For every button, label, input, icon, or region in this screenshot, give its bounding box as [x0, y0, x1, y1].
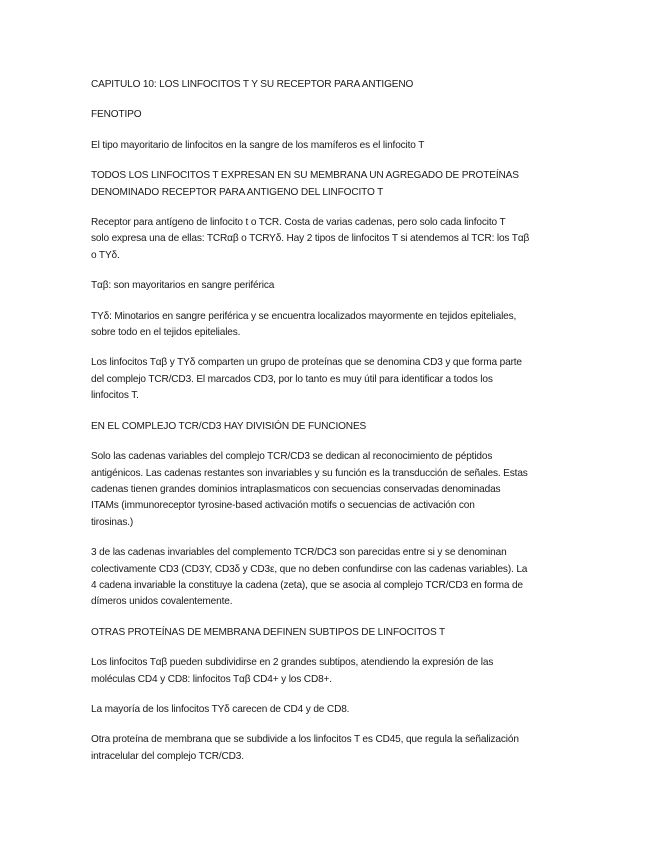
paragraph-p5: [91, 309, 569, 342]
paragraph-p13: [91, 732, 569, 765]
text-line: colectivamente CD3 (CD3Y, CD3δ y CD3ε, que no deben confundirse con las cadenas variables). La: [91, 563, 528, 575]
paragraph-p4: [91, 278, 569, 294]
paragraph-p8: [91, 449, 569, 531]
text-line: del complejo TCR/CD3. El marcados CD3, por lo tanto es muy útil para identificar a todos los: [91, 373, 493, 385]
text-line: linfocitos T.: [91, 390, 139, 402]
text-line: Tαβ: son mayoritarios en sangre periférica: [91, 280, 275, 292]
paragraph-p9: [91, 545, 569, 611]
paragraph-p11: [91, 655, 569, 688]
text-line: tirosinas.): [91, 516, 134, 528]
text-line: ITAMs (immunoreceptor tyrosine-based activación motifs o secuencias de activación con: [91, 500, 475, 512]
paragraph-p10: [91, 625, 569, 641]
text-line: cadenas tienen grandes dominios intraplasmaticos con secuencias conservadas denominadas: [91, 483, 501, 495]
paragraph-p12: [91, 702, 569, 718]
text-line: o TYδ.: [91, 249, 120, 261]
text-line: intracelular del complejo TCR/CD3.: [91, 750, 244, 762]
paragraph-p1: [91, 138, 569, 154]
text-line: TYδ: Minotarios en sangre periférica y se encuentra localizados mayormente en tejidos epiteliales,: [91, 310, 517, 322]
text-line: 3 de las cadenas invariables del complemento TCR/DC3 son parecidas entre si y se denominan: [91, 547, 507, 559]
paragraph-list: [91, 107, 569, 765]
text-line: moléculas CD4 y CD8: linfocitos Tαβ CD4+ y los CD8+.: [91, 673, 332, 685]
text-line: dímeros unidos covalentemente.: [91, 596, 233, 608]
paragraph-fenotipo: [91, 107, 569, 123]
text-line: El tipo mayoritario de linfocitos en la sangre de los mamíferos es el linfocito T: [91, 139, 425, 151]
text-line: La mayoría de los linfocitos TYδ carecen de CD4 y de CD8.: [91, 703, 350, 715]
text-line: Receptor para antígeno de linfocito t o TCR. Costa de varias cadenas, pero solo cada linfocito T: [91, 217, 506, 229]
document-page: [91, 77, 569, 779]
text-line: Los linfocitos Tαβ pueden subdividirse en 2 grandes subtipos, atendiendo la expresión de las: [91, 657, 494, 669]
text-line: solo expresa una de ellas: TCRαβ o TCRYδ. Hay 2 tipos de linfocitos T si atendemos al TCR: los Tαβ: [91, 233, 530, 245]
text-line: FENOTIPO: [91, 109, 142, 121]
text-line: antigénicos. Las cadenas restantes son invariables y su función es la transducción de señales. Estas: [91, 467, 528, 479]
paragraph-p7: [91, 419, 569, 435]
paragraph-p6: [91, 355, 569, 404]
chapter-title: CAPITULO 10: LOS LINFOCITOS T Y SU RECEPTOR PARA ANTIGENO: [91, 79, 414, 90]
text-line: TODOS LOS LINFOCITOS T EXPRESAN EN SU MEMBRANA UN AGREGADO DE PROTEÍNAS: [91, 170, 519, 182]
text-line: EN EL COMPLEJO TCR/CD3 HAY DIVISIÓN DE FUNCIONES: [91, 420, 367, 432]
text-line: Los linfocitos Tαβ y TYδ comparten un grupo de proteínas que se denomina CD3 y que forma parte: [91, 357, 522, 369]
text-line: OTRAS PROTEÍNAS DE MEMBRANA DEFINEN SUBTIPOS DE LINFOCITOS T: [91, 626, 446, 638]
paragraph-p3: [91, 215, 569, 264]
text-line: sobre todo en el tejidos epiteliales.: [91, 327, 241, 339]
text-line: Otra proteína de membrana que se subdivide a los linfocitos T es CD45, que regula la señalización: [91, 734, 519, 746]
paragraph-p2: [91, 168, 569, 201]
text-line: 4 cadena invariable la constituye la cadena (zeta), que se asocia al complejo TCR/CD3 en forma de: [91, 579, 523, 591]
text-line: DENOMINADO RECEPTOR PARA ANTIGENO DEL LINFOCITO T: [91, 186, 384, 198]
text-line: Solo las cadenas variables del complejo TCR/CD3 se dedican al reconocimiento de péptidos: [91, 451, 493, 463]
